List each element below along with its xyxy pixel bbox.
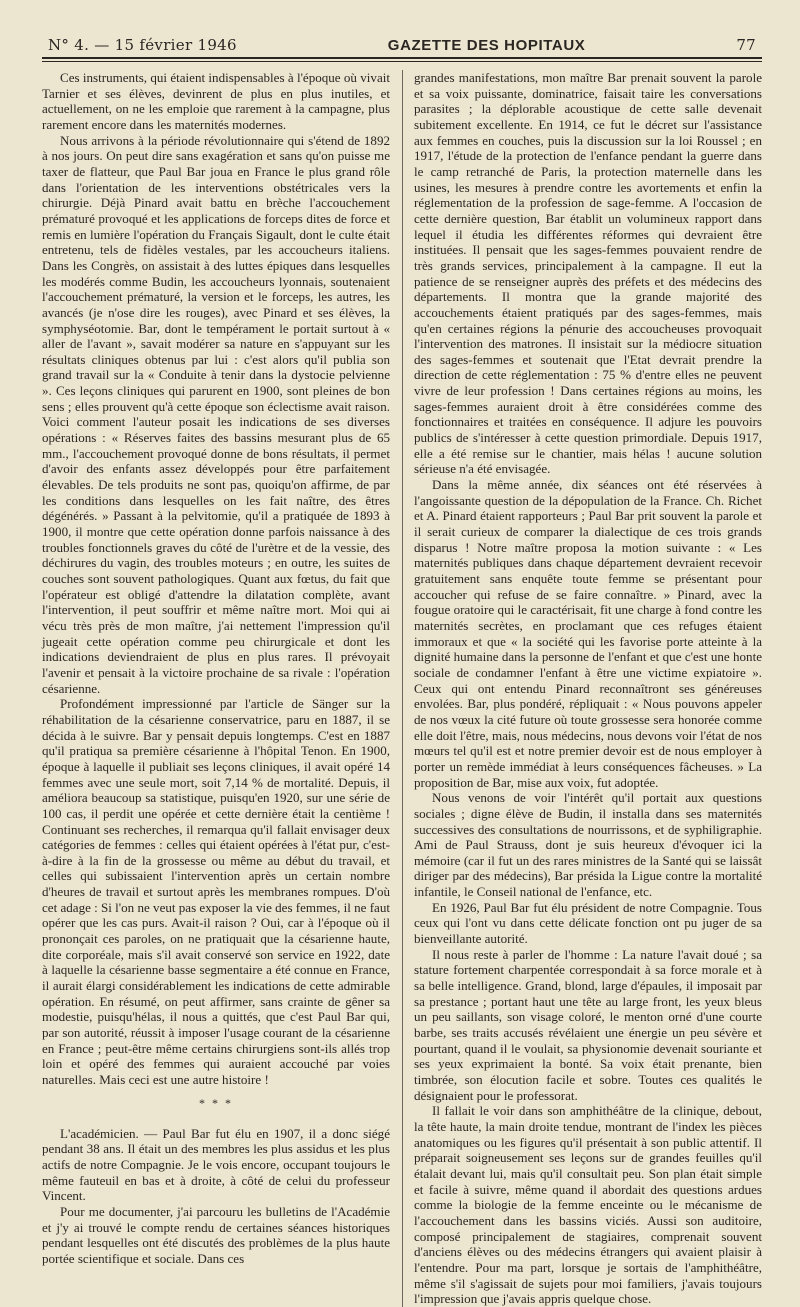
section-separator: * * *	[199, 1095, 233, 1110]
paragraph: grandes manifestations, mon maître Bar prenait souvent la parole et sa voix puissante, dominatrice, faisait taire les conversations parasites ; la déplorable acoustique de cette salle devenait subitement excellente. En 1914, ce fut le décret sur l'assistance aux femmes en couches, puis la discussion sur la loi Roussel ; en 1917, l'étude de la protection de l'enfance pendant la guerre dans le camp retranché de Paris, la protection maternelle dans les usines, les mesures à prendre contre les avortements et enfin la réglementation de la profession de sage-femme. A l'occasion de cette dernière question, Bar établit un volumineux rapport dans lequel il étudia les différentes réformes qui devraient être instituées. Il pensait que les sages-femmes pouvaient rendre de très grands services, principalement à la campagne. Il eut la patience de se renseigner auprès des préfets et des médecins des départements. Il montra que la grande majorité des accouchements étaient pratiqués par des sages-femmes, mais qu'en certaines régions la pénurie des accoucheuses provoquait l'intervention des matrones. Il insistait sur la médiocre situation des sages-femmes et soutenait que l'Etat devrait prendre la direction de cette réglementation : 75 % d'entre elles ne peuvent vivre de leur profession ! Dans certaines régions au moins, les sages-femmes auraient droit à être considérées comme des fonctionnaires et traitées en conséquence. Il adjure les pouvoirs publics de s'intéresser à cette question primordiale. Depuis 1917, elle a été remise sur le chantier, mais hélas ! aucune solution sérieuse n'a été envisagée.	[414, 70, 762, 477]
paragraph: Il nous reste à parler de l'homme : La nature l'avait doué ; sa stature fortement charpentée correspondait à sa force morale et à sa belle intelligence. Grand, blond, large d'épaules, il imposait par sa prestance ; portant haut une tête au large front, les yeux bleus un peu saillants, son visage coloré, le menton orné d'une courte barbe, ses traits accusés révélaient une énergie un peu sévère et pourtant, quand il le voulait, sa physionomie devenait souriante et ses yeux exprimaient la bonté. Sa voix était prenante, bien timbrée, son élocution facile et sobre. Toutes ces qualités le désignaient pour le professorat.	[414, 946, 762, 1103]
page-number: 77	[736, 36, 756, 54]
header-rule	[42, 57, 762, 62]
paragraph: Nous arrivons à la période révolutionnaire qui s'étend de 1892 à nos jours. On peut dire sans exagération et sans qu'on puisse me taxer de flatteur, que Paul Bar joua en France le plus grand rôle dans l'orientation de les interventions obstétricales vers la chirurgie. Déjà Pinard avait battu en brèche l'accouchement prématuré provoqué et les applications de forceps dites de force et remis en lumière l'opération du Français Sigault, dont le culte était entretenu, tels de fidèles vestales, par les accoucheurs italiens. Dans les Congrès, on assistait à des luttes épiques dans lesquelles les modérés comme Budin, les accoucheurs lyonnais, soutenaient l'accouchement prématuré, la version et le forceps, les autres, les avancés (je n'ose dire les rouges), avec Pinard et ses élèves, la symphyséotomie. Bar, dont le tempérament le portait surtout à « aller de l'avant », savait modérer sa nature en s'appuyant sur les résultats cliniques obtenus par lui : c'est alors qu'il publia son grand travail sur la « Conduite à tenir dans la dystocie pelvienne ». Ces leçons cliniques qui parurent en 1900, sont pleines de bon sens ; elles prouvent qu'à cette époque son éclectisme avait raison. Voici comment l'auteur posait les indications de ses diverses opérations : « Réserves faites des bassins mesurant plus de 65 mm., l'accouchement provoqué donne de bons résultats, il permet d'avoir des enfants assez développés pour être parfaitement élevables. De tels produits ne sont pas, quoiqu'on affirme, de par les conditions dans lesquelles on les fait naître, des êtres dégénérés. » Passant à la pelvitomie, qu'il a pratiquée de 1893 à 1900, il montre que cette opération donne parfois naissance à des troubles fonctionnels graves du côté de l'urètre et de la vessie, des déchirures du vagin, des troubles moteurs ; en outre, les suites de couches sont souvent pathologiques. Quant aux fœtus, du fait que l'opérateur est obligé d'attendre la dilatation complète, avant l'intervention, il peut souffrir et même naître mort. Moi qui ai vécu très près de mon maître, j'ai nettement l'impression qu'il jugeait cette opération comme peu chirurgicale et dont les indications deviendraient de plus en plus rares. Il prévoyait l'avenir et pensait à la victoire prochaine de sa rivale : l'opération césarienne.	[42, 132, 390, 696]
journal-title: GAZETTE DES HOPITAUX	[387, 37, 586, 54]
paragraph: L'académicien. — Paul Bar fut élu en 1907, il a donc siégé pendant 38 ans. Il était un des membres les plus assidus et les plus actifs de notre Compagnie. Je le vois encore, occupant toujours le même fauteuil en bas et à droite, à côté de celui du professeur Vincent.	[42, 1125, 390, 1204]
paragraph: Profondément impressionné par l'article de Sänger sur la réhabilitation de la césarienne conservatrice, paru en 1887, il se décida à le suivre. Bar y pensait depuis longtemps. C'est en 1887 qu'il pratiqua sa première césarienne à l'hôpital Tenon. En 1900, époque à laquelle il publiait ses leçons cliniques, il avait opéré 14 femmes avec une seule mort, soit 7,14 % de mortalité. Depuis, il améliora beaucoup sa statistique, puisqu'en 1920, sur une série de 100 cas, il perdit une opérée et cette dernière était la centième ! Continuant ses recherches, il remarqua qu'il fallait envisager deux catégories de femmes : celles qui étaient opérées à l'état pur, c'est-à-dire à la fin de la grossesse ou même au début du travail, et celles qui subissaient l'intervention après un certain nombre d'heures de travail et surtout après les membranes rompues. D'où cet adage : Si l'on ne veut pas exposer la vie des femmes, il ne faut opérer que les cas purs. Avait-il raison ? Oui, car à l'époque où il prononçait ces paroles, on ne pratiquait que la césarienne haute, dite corporéale, mais s'il avait conservé son service en 1922, date à laquelle la césarienne basse segmentaire a été connue en France, il aurait élargi considérablement les indications de cette admirable opération. En résumé, on peut affirmer, sans crainte de gêner sa modestie, puisqu'hélas, il nous a quittés, que c'est Paul Bar qui, par son autorité, réussit à imposer l'usage courant de la césarienne en France ; peut-être même certains chirurgiens sont-ils allés trop loin et opéré des femmes qui auraient accouché par voies naturelles. Mais ceci est une autre histoire !	[42, 696, 390, 1087]
paragraph: En 1926, Paul Bar fut élu président de notre Compagnie. Tous ceux qui l'ont vu dans cette délicate fonction ont pu juger de sa bienveillante autorité.	[414, 899, 762, 947]
paragraph: Il fallait le voir dans son amphithéâtre de la clinique, debout, la tête haute, la main droite tendue, montrant de l'index les pièces anatomiques ou les figures qu'il présentait à son public attentif. Il préparait soigneusement ses leçons sur de grandes feuilles qu'il étalait devant lui, mais qu'il consultait peu. Son plan était simple et facile à suivre, même quand il abordait des questions ardues comme la biologie de la femme enceinte ou le mécanisme de l'accouchement dans les bassins viciés. Aussi son auditoire, composé principalement de stagiaires, comprenait souvent d'anciens élèves ou des médecins étrangers qui avaient plaisir à l'entendre. Pour ma part, lorsque je sortais de l'amphithéâtre, même s'il s'agissait de sujets pour moi familiers, j'avais toujours l'impression que j'avais appris quelque chose.	[414, 1103, 762, 1307]
running-header	[42, 36, 762, 54]
issue-info: N° 4. — 15 février 1946	[48, 36, 237, 54]
two-column-body	[42, 70, 762, 1307]
paragraph: Ces instruments, qui étaient indispensables à l'époque où vivait Tarnier et ses élèves, devinrent de plus en plus inutiles, et actuellement, on ne les emploie que rarement à la campagne, plus rarement encore dans les maternités modernes.	[42, 70, 390, 132]
right-column	[414, 70, 762, 1307]
paragraph: Nous venons de voir l'intérêt qu'il portait aux questions sociales ; digne élève de Budin, il installa dans ses maternités successives des consultations de nourrissons, et de syphiligraphie. Ami de Paul Strauss, dont je suis heureux d'évoquer ici la mémoire (car il fut un des rares ministres de la Santé qui se laissât diriger par des médecins), Bar présida la Ligue contre la mortalité infantile, le Conseil national de l'enfance, etc.	[414, 790, 762, 900]
left-column	[42, 70, 390, 1307]
column-divider	[402, 70, 403, 1307]
paragraph: Pour me documenter, j'ai parcouru les bulletins de l'Académie et j'y ai trouvé le compte rendu de certaines séances historiques pendant lesquelles ont été discutés des problèmes de la plus haute portée scientifique et sociale. Dans ces	[42, 1203, 390, 1266]
paragraph: Dans la même année, dix séances ont été réservées à l'angoissante question de la dépopulation de la France. Ch. Richet et A. Pinard étaient rapporteurs ; Paul Bar prit souvent la parole et il serait curieux de comparer la dialectique de ces trois grands disparus ! Notre maître proposa la motion suivante : « Les maternités publiques dans chaque département devraient recevoir gratuitement sans enquête toute femme se présentant pour accoucher qui refuse de se faire connaître. » Pinard, avec la fougue oratoire qui le caractérisait, fit une charge à fond contre les maternités secrètes, en proclamant que ces refuges étaient immoraux et que « la société qui les favorise porte atteinte à la dignité humaine dans la personne de l'enfant et que c'est une honte sociale de condamner l'enfant à être une victime expiatoire ». Ceux qui ont entendu Pinard reconnaîtront ses généreuses envolées. Bar, plus pondéré, répliquait : « Nous pouvons appeler de nos vœux la cité future où toute grossesse sera honorée comme elle doit l'être, mais, nous médecins, nous devons voir l'état de nos mœurs tel qu'il est et notre premier devoir est de nous employer à porter un remède immédiat à leurs conséquences fâcheuses. » La proposition de Bar, mise aux voix, fut adoptée.	[414, 477, 762, 790]
